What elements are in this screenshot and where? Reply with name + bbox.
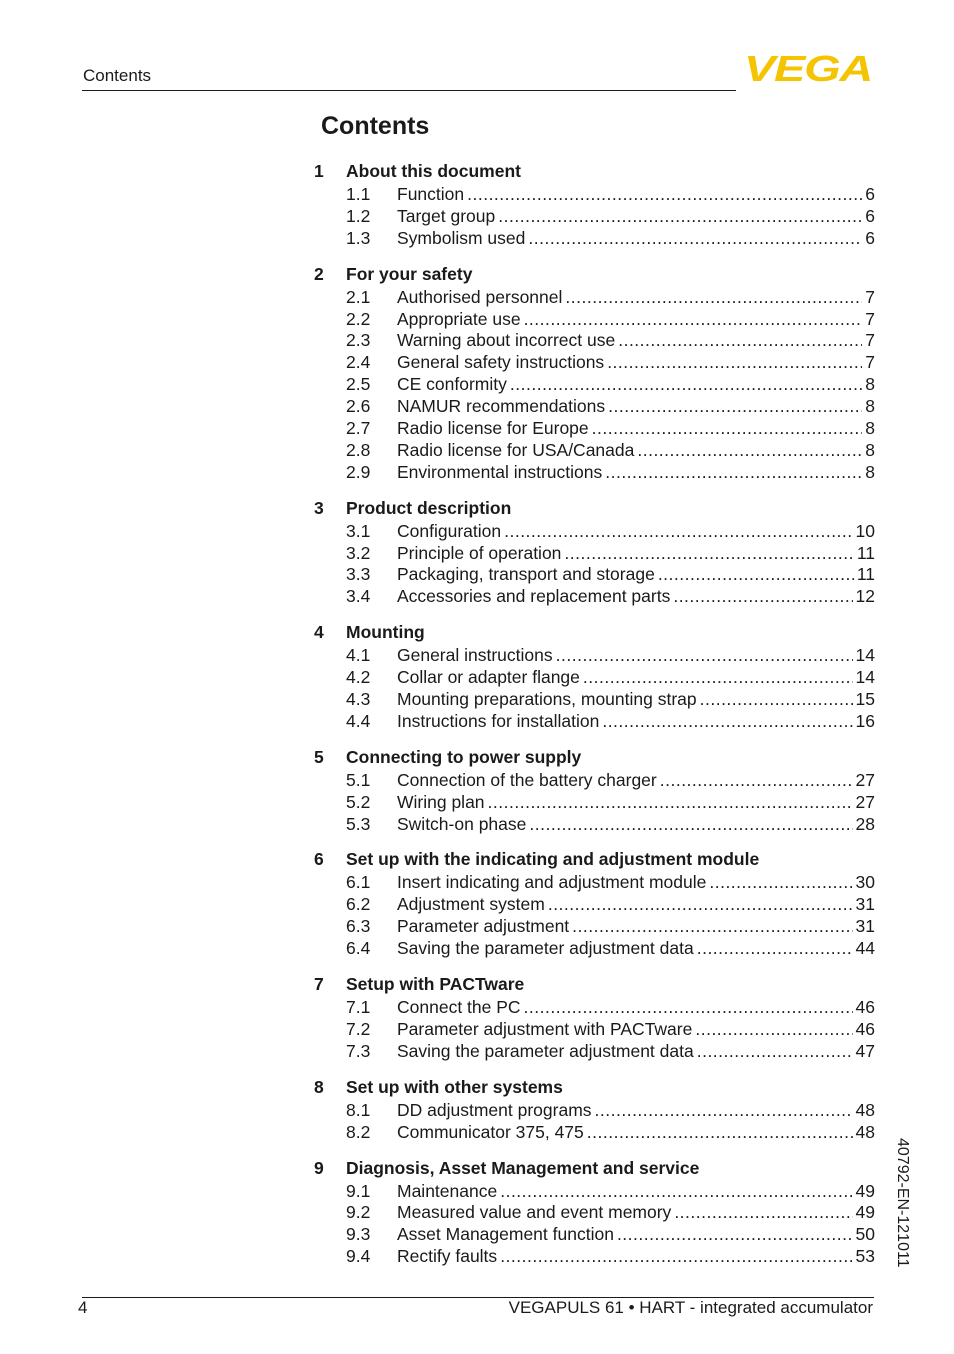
toc-entry-number: 2.8 xyxy=(346,439,371,460)
toc-entry[interactable] xyxy=(314,228,875,250)
toc-entry-title: CE conformity xyxy=(397,374,507,395)
toc-entry-number: 5.3 xyxy=(346,813,371,834)
toc-entry-title: Appropriate use xyxy=(397,308,521,329)
toc-entry-number: 2.1 xyxy=(346,286,371,307)
toc-entry-page: 11 xyxy=(856,564,875,585)
toc-entry-title: Switch-on phase xyxy=(397,813,527,834)
toc-entry-page: 28 xyxy=(855,813,875,834)
toc-entry-title: Collar or adapter flange xyxy=(397,667,580,688)
toc-entry-title: Authorised personnel xyxy=(397,286,563,307)
toc-entry[interactable] xyxy=(314,1202,875,1224)
toc-dot-leader xyxy=(660,770,853,792)
toc-dot-leader xyxy=(524,309,863,331)
toc-chapter-title: For your safety xyxy=(346,263,473,284)
toc-entry[interactable] xyxy=(314,374,875,396)
toc-entry-page: 8 xyxy=(865,396,875,417)
toc-entry[interactable] xyxy=(314,916,875,938)
toc-dot-leader xyxy=(605,462,862,484)
toc-entry-number: 1.3 xyxy=(346,227,371,248)
toc-chapter xyxy=(314,495,875,609)
toc-chapter-number: 1 xyxy=(314,161,324,181)
toc-dot-leader xyxy=(583,667,853,689)
toc-entry-page: 48 xyxy=(855,1099,875,1120)
toc-entry-number: 1.1 xyxy=(346,184,371,204)
toc-entry[interactable] xyxy=(314,997,875,1019)
toc-entry-page: 46 xyxy=(855,997,875,1018)
toc-entry-page: 16 xyxy=(855,710,875,731)
toc-chapter-title: Connecting to power supply xyxy=(346,746,582,767)
toc-entry-number: 6.2 xyxy=(346,894,371,915)
toc-entry[interactable] xyxy=(314,711,875,733)
toc-entry-title: Parameter adjustment with PACTware xyxy=(397,1018,693,1039)
toc-chapter-heading[interactable] xyxy=(314,1155,875,1181)
footer-product-text: VEGAPULS 61 • HART - integrated accumulator xyxy=(508,1298,873,1317)
toc-entry-page: 14 xyxy=(855,645,875,666)
toc-dot-leader xyxy=(617,1224,853,1246)
toc-entry-title: General instructions xyxy=(397,645,553,666)
page-number: 4 xyxy=(78,1298,88,1317)
toc-entry-title: Instructions for installation xyxy=(397,710,600,731)
toc-chapter xyxy=(314,1155,875,1269)
toc-chapter-number: 2 xyxy=(314,263,324,284)
toc-entry-page: 8 xyxy=(865,374,875,395)
toc-entry-page: 53 xyxy=(855,1246,875,1267)
toc-entry[interactable] xyxy=(314,1246,875,1268)
toc-chapter xyxy=(314,261,875,484)
toc-entry-number: 8.2 xyxy=(346,1121,371,1142)
toc-entry-title: Saving the parameter adjustment data xyxy=(397,938,694,959)
toc-dot-leader xyxy=(500,1246,852,1268)
toc-entry-number: 7.1 xyxy=(346,997,371,1018)
toc-entry-title: NAMUR recommendations xyxy=(397,396,606,417)
toc-entry[interactable] xyxy=(314,521,875,543)
toc-dot-leader xyxy=(697,938,853,960)
toc-entry-number: 4.3 xyxy=(346,689,371,710)
toc-entry-page: 44 xyxy=(855,938,875,959)
toc-dot-leader xyxy=(592,418,863,440)
toc-chapter-number: 6 xyxy=(314,849,324,870)
toc-dot-leader xyxy=(607,352,862,374)
toc-entry-page: 49 xyxy=(855,1202,875,1223)
toc-entry[interactable] xyxy=(314,938,875,960)
toc-dot-leader xyxy=(510,374,862,396)
toc-chapter-title: Setup with PACTware xyxy=(346,974,525,995)
toc-dot-leader xyxy=(564,543,853,565)
toc-entry[interactable] xyxy=(314,1122,875,1144)
toc-entry-title: Warning about incorrect use xyxy=(397,330,616,351)
toc-entry-title: Connect the PC xyxy=(397,997,521,1018)
header-rule xyxy=(82,90,736,91)
toc-entry-title: Wiring plan xyxy=(397,791,485,812)
toc-entry[interactable] xyxy=(314,396,875,418)
toc-entry-title: Function xyxy=(397,184,465,204)
toc-entry-title: Adjustment system xyxy=(397,894,545,915)
toc-dot-leader xyxy=(467,184,862,206)
toc-chapter-heading[interactable] xyxy=(314,846,875,872)
toc-chapter-heading[interactable] xyxy=(314,744,875,770)
toc-entry-page: 14 xyxy=(855,667,875,688)
toc-entry-title: Maintenance xyxy=(397,1180,498,1201)
toc-dot-leader xyxy=(658,564,854,586)
vega-logo xyxy=(742,52,874,84)
toc-entry-number: 8.1 xyxy=(346,1099,371,1120)
toc-entry-title: Asset Management function xyxy=(397,1224,614,1245)
toc-entry-number: 6.1 xyxy=(346,872,371,893)
toc-chapter xyxy=(314,158,875,250)
toc-entry-page: 6 xyxy=(865,205,875,226)
toc-entry[interactable] xyxy=(314,894,875,916)
toc-chapter-heading[interactable] xyxy=(314,971,875,997)
toc-entry[interactable] xyxy=(314,206,875,228)
toc-chapter-number: 4 xyxy=(314,622,324,643)
toc-entry-number: 9.4 xyxy=(346,1246,371,1267)
toc-chapter-number: 9 xyxy=(314,1157,324,1178)
toc-entry[interactable] xyxy=(314,1181,875,1203)
toc-entry-page: 10 xyxy=(855,520,875,541)
toc-entry[interactable] xyxy=(314,184,875,206)
toc-dot-leader xyxy=(608,396,862,418)
toc-entry-page: 50 xyxy=(855,1224,875,1245)
toc-chapter-title: Set up with the indicating and adjustment module xyxy=(346,849,760,870)
toc-entry-page: 27 xyxy=(855,769,875,790)
toc-chapter-title: About this document xyxy=(346,161,521,181)
toc-dot-leader xyxy=(700,689,853,711)
toc-chapter-heading[interactable] xyxy=(314,619,875,645)
header-section-label: Contents xyxy=(83,66,152,85)
toc-dot-leader xyxy=(637,440,862,462)
toc-entry-title: Measured value and event memory xyxy=(397,1202,672,1223)
toc-dot-leader xyxy=(498,206,862,228)
toc-entry-number: 9.3 xyxy=(346,1224,371,1245)
toc-entry-title: Insert indicating and adjustment module xyxy=(397,872,707,893)
toc-entry[interactable] xyxy=(314,689,875,711)
toc-entry-page: 47 xyxy=(855,1040,875,1061)
toc-chapter-title: Diagnosis, Asset Management and service xyxy=(346,1157,700,1178)
toc-dot-leader xyxy=(709,872,852,894)
toc-entry-page: 7 xyxy=(865,286,875,307)
toc-chapter-heading[interactable] xyxy=(314,1074,875,1100)
toc-chapter xyxy=(314,1074,875,1144)
toc-entry-number: 3.4 xyxy=(346,586,371,607)
toc-entry-title: Configuration xyxy=(397,520,502,541)
toc-entry[interactable] xyxy=(314,1041,875,1063)
toc-chapter-title: Mounting xyxy=(346,622,425,643)
toc-dot-leader xyxy=(618,330,862,352)
toc-chapter-number: 5 xyxy=(314,746,324,767)
toc-entry-number: 4.2 xyxy=(346,667,371,688)
toc-dot-leader xyxy=(488,792,853,814)
toc-entry-title: Connection of the battery charger xyxy=(397,769,657,790)
toc-chapter-number: 3 xyxy=(314,497,324,518)
toc-entry-title: Target group xyxy=(397,205,496,226)
toc-entry-title: Principle of operation xyxy=(397,542,562,563)
toc-dot-leader xyxy=(528,228,862,250)
toc-entry-page: 49 xyxy=(855,1180,875,1201)
toc-entry-title: Rectify faults xyxy=(397,1246,498,1267)
toc-entry[interactable] xyxy=(314,1224,875,1246)
document-id: 40792-EN-121011 xyxy=(894,1138,911,1268)
toc-entry-page: 11 xyxy=(856,542,875,563)
toc-dot-leader xyxy=(695,1019,852,1041)
toc-entry-page: 27 xyxy=(855,791,875,812)
toc-entry-title: Accessories and replacement parts xyxy=(397,586,671,607)
toc-entry[interactable] xyxy=(314,564,875,586)
toc-entry-title: Parameter adjustment xyxy=(397,916,570,937)
toc-entry-page: 6 xyxy=(865,184,875,204)
toc-entry-title: General safety instructions xyxy=(397,352,605,373)
toc-chapter xyxy=(314,846,875,960)
toc-chapter-heading[interactable] xyxy=(314,158,875,184)
toc-entry-page: 8 xyxy=(865,418,875,439)
toc-entry-number: 2.9 xyxy=(346,461,371,482)
toc-chapter-number: 7 xyxy=(314,974,324,995)
toc-entry-number: 5.2 xyxy=(346,791,371,812)
toc-entry[interactable] xyxy=(314,440,875,462)
toc-entry[interactable] xyxy=(314,814,875,836)
toc-entry-page: 12 xyxy=(855,586,875,607)
toc-dot-leader xyxy=(548,894,853,916)
toc-entry-page: 31 xyxy=(855,894,875,915)
toc-entry-number: 2.3 xyxy=(346,330,371,351)
toc-entry-page: 7 xyxy=(865,330,875,351)
toc-entry[interactable] xyxy=(314,462,875,484)
toc-entry-number: 2.5 xyxy=(346,374,371,395)
toc-entry[interactable] xyxy=(314,792,875,814)
toc-entry-page: 7 xyxy=(865,308,875,329)
toc-dot-leader xyxy=(595,1100,853,1122)
toc-entry-number: 3.3 xyxy=(346,564,371,585)
toc-entry-number: 5.1 xyxy=(346,769,371,790)
toc-entry-number: 6.4 xyxy=(346,938,371,959)
toc-dot-leader xyxy=(500,1181,852,1203)
toc-chapter xyxy=(314,619,875,733)
toc-entry-number: 1.2 xyxy=(346,205,371,226)
toc-dot-leader xyxy=(602,711,852,733)
table-of-contents xyxy=(314,158,875,1279)
toc-dot-leader xyxy=(673,586,852,608)
toc-entry[interactable] xyxy=(314,330,875,352)
toc-chapter-title: Product description xyxy=(346,497,512,518)
toc-entry-number: 6.3 xyxy=(346,916,371,937)
toc-entry-title: Radio license for USA/Canada xyxy=(397,439,635,460)
toc-entry-page: 15 xyxy=(855,689,875,710)
toc-entry-number: 2.2 xyxy=(346,308,371,329)
toc-dot-leader xyxy=(556,645,853,667)
toc-entry-title: Symbolism used xyxy=(397,227,526,248)
toc-entry-title: DD adjustment programs xyxy=(397,1099,592,1120)
toc-entry-number: 4.1 xyxy=(346,645,371,666)
toc-entry-number: 2.6 xyxy=(346,396,371,417)
toc-dot-leader xyxy=(524,997,853,1019)
toc-entry[interactable] xyxy=(314,770,875,792)
toc-entry-page: 6 xyxy=(865,227,875,248)
toc-entry-page: 8 xyxy=(865,439,875,460)
toc-entry-page: 7 xyxy=(865,352,875,373)
toc-dot-leader xyxy=(697,1041,853,1063)
toc-entry-number: 4.4 xyxy=(346,710,371,731)
toc-entry-title: Environmental instructions xyxy=(397,461,603,482)
toc-entry[interactable] xyxy=(314,543,875,565)
toc-entry[interactable] xyxy=(314,645,875,667)
toc-entry[interactable] xyxy=(314,1019,875,1041)
page-title: Contents xyxy=(321,112,430,140)
toc-entry-title: Radio license for Europe xyxy=(397,418,589,439)
toc-chapter-heading[interactable] xyxy=(314,495,875,521)
toc-chapter xyxy=(314,744,875,836)
toc-entry-page: 8 xyxy=(865,461,875,482)
toc-entry-title: Communicator 375, 475 xyxy=(397,1121,584,1142)
toc-dot-leader xyxy=(674,1202,852,1224)
toc-entry-page: 46 xyxy=(855,1018,875,1039)
toc-entry[interactable] xyxy=(314,872,875,894)
toc-entry[interactable] xyxy=(314,418,875,440)
toc-entry-page: 31 xyxy=(855,916,875,937)
toc-chapter-title: Set up with other systems xyxy=(346,1076,563,1097)
toc-dot-leader xyxy=(504,521,852,543)
toc-entry-number: 3.1 xyxy=(346,520,371,541)
toc-chapter xyxy=(314,971,875,1063)
toc-entry-number: 2.7 xyxy=(346,418,371,439)
toc-entry[interactable] xyxy=(314,1100,875,1122)
toc-dot-leader xyxy=(572,916,852,938)
toc-dot-leader xyxy=(529,814,852,836)
toc-chapter-number: 8 xyxy=(314,1076,324,1097)
toc-dot-leader xyxy=(587,1122,853,1144)
toc-entry-number: 7.2 xyxy=(346,1018,371,1039)
vega-logo-text: VEGA xyxy=(744,52,872,84)
vega-logo-graphic xyxy=(742,52,874,84)
toc-entry-number: 7.3 xyxy=(346,1040,371,1061)
toc-entry-number: 9.2 xyxy=(346,1202,371,1223)
toc-entry[interactable] xyxy=(314,352,875,374)
toc-entry-title: Packaging, transport and storage xyxy=(397,564,655,585)
toc-entry-number: 2.4 xyxy=(346,352,371,373)
toc-chapter-heading[interactable] xyxy=(314,261,875,287)
toc-entry[interactable] xyxy=(314,667,875,689)
toc-entry-page: 48 xyxy=(855,1121,875,1142)
toc-entry[interactable] xyxy=(314,287,875,309)
toc-entry-page: 30 xyxy=(855,872,875,893)
toc-entry[interactable] xyxy=(314,586,875,608)
toc-entry-number: 3.2 xyxy=(346,542,371,563)
toc-entry-title: Saving the parameter adjustment data xyxy=(397,1040,694,1061)
toc-dot-leader xyxy=(565,287,862,309)
toc-entry[interactable] xyxy=(314,309,875,331)
toc-entry-title: Mounting preparations, mounting strap xyxy=(397,689,697,710)
toc-entry-number: 9.1 xyxy=(346,1180,371,1201)
